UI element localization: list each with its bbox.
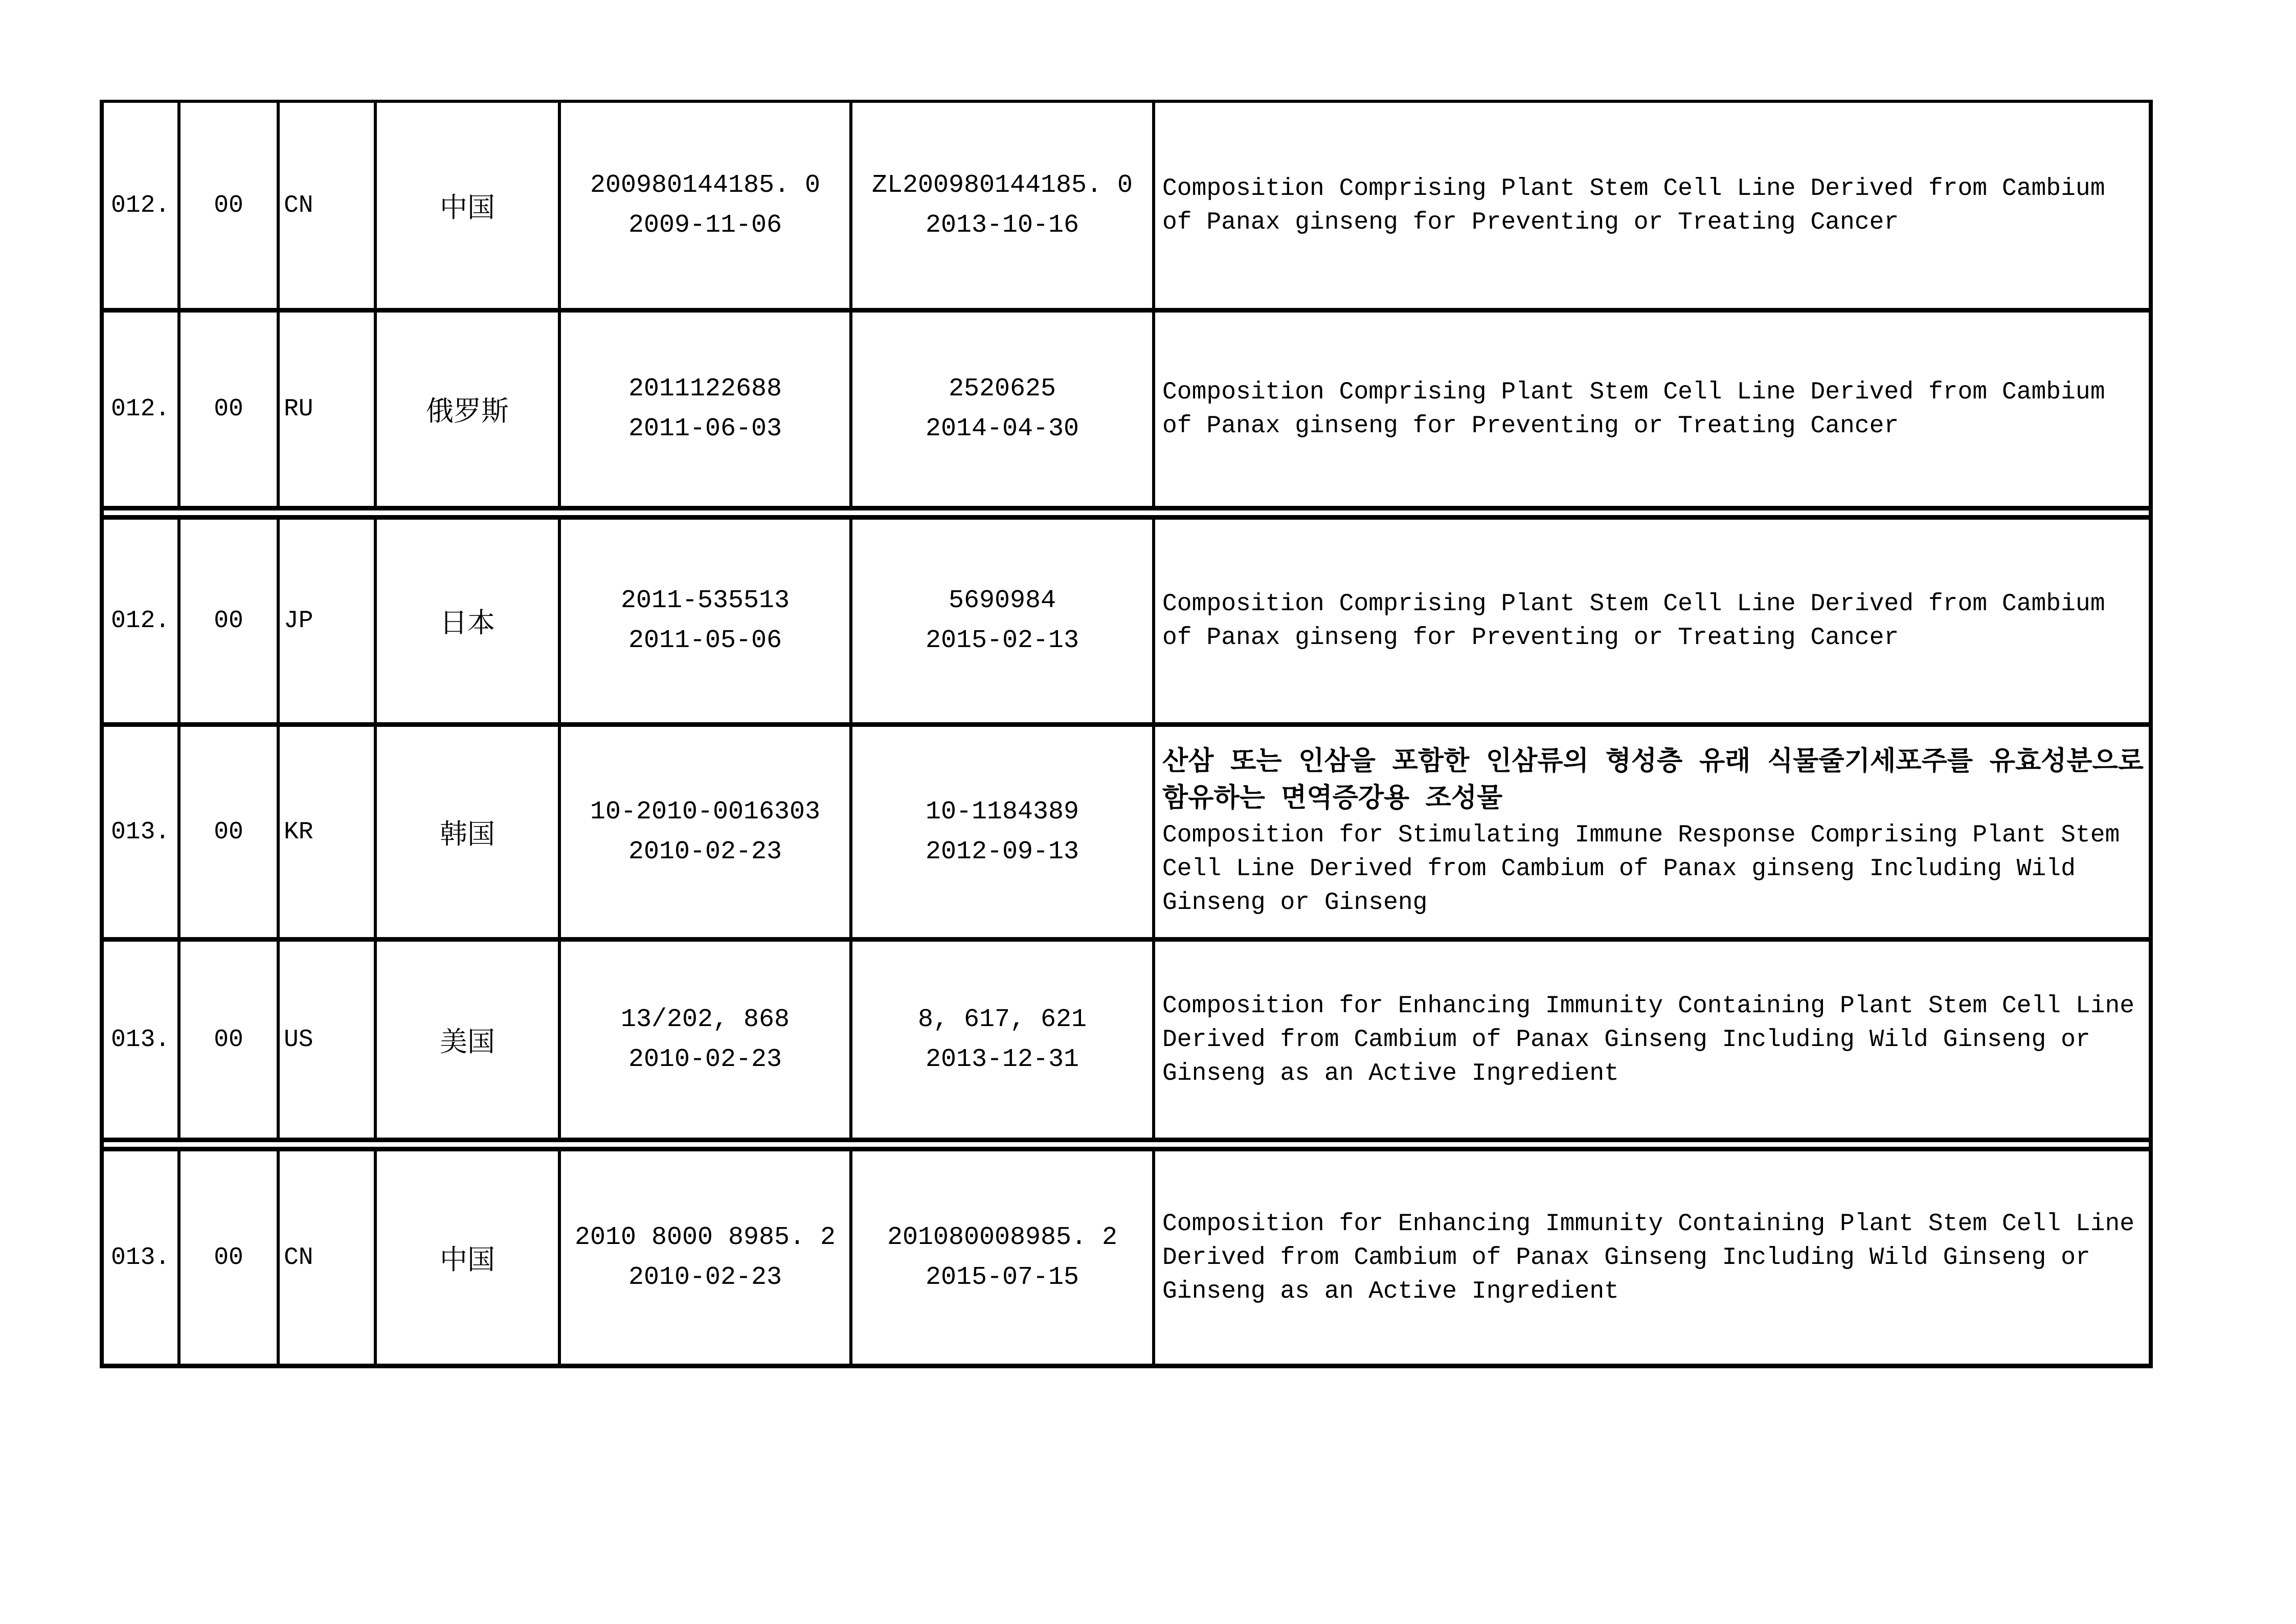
cell-family-code [181,520,280,722]
patent-number: 5690984 [948,586,1056,615]
patent-date: 2015-07-15 [925,1262,1079,1292]
table-row [104,103,2149,313]
application-date: 2011-06-03 [628,414,782,443]
country-code-label: KR [284,818,313,846]
row-index-label: 012. [111,395,170,423]
application-date: 2010-02-23 [628,837,782,866]
cell-country-code [280,1151,377,1364]
cell-country-name [377,727,561,937]
country-code-label: RU [284,395,313,423]
cell-index [104,103,181,308]
row-index-label: 013. [111,818,170,846]
country-name-label: 中国 [440,194,495,226]
country-code-label: CN [284,1243,313,1272]
country-name-label: 俄罗斯 [426,398,509,429]
cell-index [104,727,181,937]
cell-country-name [377,313,561,506]
row-index-label: 012. [111,191,170,219]
cell-country-code [280,942,377,1138]
cell-title [1155,1151,2149,1364]
patent-date: 2013-12-31 [925,1044,1079,1074]
patent-number: 8, 617, 621 [917,1005,1087,1034]
cell-application [561,313,852,506]
patent-date: 2012-09-13 [925,837,1079,866]
patent-number: ZL200980144185. 0 [871,170,1133,200]
country-code-label: US [284,1026,313,1054]
row-index-label: 012. [111,607,170,635]
cell-country-code [280,520,377,722]
title-block [1162,172,2144,239]
cell-index [104,520,181,722]
cell-country-name [377,942,561,1138]
cell-patent [852,313,1155,506]
country-name-label: 中国 [440,1246,495,1278]
cell-index [104,1151,181,1364]
cell-family-code [181,727,280,937]
table-row [104,520,2149,727]
cell-application [561,103,852,308]
application-date: 2009-11-06 [628,210,782,240]
row-index-label: 013. [111,1243,170,1272]
patent-table [100,100,2153,1368]
title-block [1162,1207,2144,1308]
title-block [1162,375,2144,443]
cell-title [1155,942,2149,1138]
title-english: Composition for Stimulating Immune Response Comprising Plant Stem Cell Line Derived from Cambium of Panax ginseng Including Wild Ginseng or Ginseng [1162,821,2120,917]
family-code-label: 00 [214,395,243,423]
title-korean: 산삼 또는 인삼을 포함한 인삼류의 형성층 유래 식물줄기세포주를 유효성분으로 함유하는 면역증강용 조성물 [1162,747,2144,815]
family-code-label: 00 [214,607,243,635]
title-block [1162,587,2144,655]
cell-patent [852,1151,1155,1364]
cell-family-code [181,103,280,308]
cell-application [561,520,852,722]
application-date: 2011-05-06 [628,626,782,655]
title-english: Composition for Enhancing Immunity Containing Plant Stem Cell Line Derived from Cambium of Panax Ginseng Including Wild Ginseng or Ginseng as an Active Ingredient [1162,1210,2135,1305]
application-date: 2010-02-23 [628,1262,782,1292]
cell-family-code [181,313,280,506]
application-date: 2010-02-23 [628,1044,782,1074]
cell-index [104,942,181,1138]
country-name-label: 美国 [440,1028,495,1060]
country-code-label: JP [284,607,313,635]
application-number: 13/202, 868 [620,1005,790,1034]
family-code-label: 00 [214,1243,243,1272]
cell-family-code [181,942,280,1138]
cell-patent [852,942,1155,1138]
cell-index [104,313,181,506]
cell-family-code [181,1151,280,1364]
cell-application [561,1151,852,1364]
patent-number: 201080008985. 2 [887,1222,1118,1252]
cell-title [1155,520,2149,722]
family-code-label: 00 [214,818,243,846]
country-code-label: CN [284,191,313,219]
patent-date: 2015-02-13 [925,626,1079,655]
title-english: Composition Comprising Plant Stem Cell Line Derived from Cambium of Panax ginseng for Preventing or Treating Cancer [1162,174,2105,236]
cell-title [1155,313,2149,506]
cell-patent [852,520,1155,722]
title-block [1162,745,2144,920]
cell-application [561,942,852,1138]
table-row [104,727,2149,942]
application-number: 10-2010-0016303 [590,797,821,827]
application-number: 2011122688 [628,374,782,404]
title-block [1162,989,2144,1091]
row-index-label: 013. [111,1026,170,1054]
country-name-label: 韩国 [440,820,495,852]
patent-date: 2014-04-30 [925,414,1079,443]
cell-application [561,727,852,937]
table-row [104,942,2149,1151]
table-row [104,313,2149,520]
cell-country-code [280,103,377,308]
cell-patent [852,103,1155,308]
table-row [104,1151,2149,1364]
patent-number: 10-1184389 [925,797,1079,827]
family-code-label: 00 [214,1026,243,1054]
application-number: 2010 8000 8985. 2 [574,1222,836,1252]
title-english: Composition for Enhancing Immunity Containing Plant Stem Cell Line Derived from Cambium of Panax Ginseng Including Wild Ginseng or Ginseng as an Active Ingredient [1162,992,2135,1087]
title-english: Composition Comprising Plant Stem Cell Line Derived from Cambium of Panax ginseng for Preventing or Treating Cancer [1162,590,2105,652]
cell-country-name [377,1151,561,1364]
cell-title [1155,727,2149,937]
cell-country-name [377,103,561,308]
patent-date: 2013-10-16 [925,210,1079,240]
patent-number: 2520625 [948,374,1056,404]
cell-country-code [280,313,377,506]
application-number: 200980144185. 0 [590,170,821,200]
application-number: 2011-535513 [620,586,790,615]
family-code-label: 00 [214,191,243,219]
cell-country-name [377,520,561,722]
country-name-label: 日本 [440,610,495,641]
title-english: Composition Comprising Plant Stem Cell Line Derived from Cambium of Panax ginseng for Preventing or Treating Cancer [1162,379,2105,440]
cell-country-code [280,727,377,937]
cell-patent [852,727,1155,937]
cell-title [1155,103,2149,308]
